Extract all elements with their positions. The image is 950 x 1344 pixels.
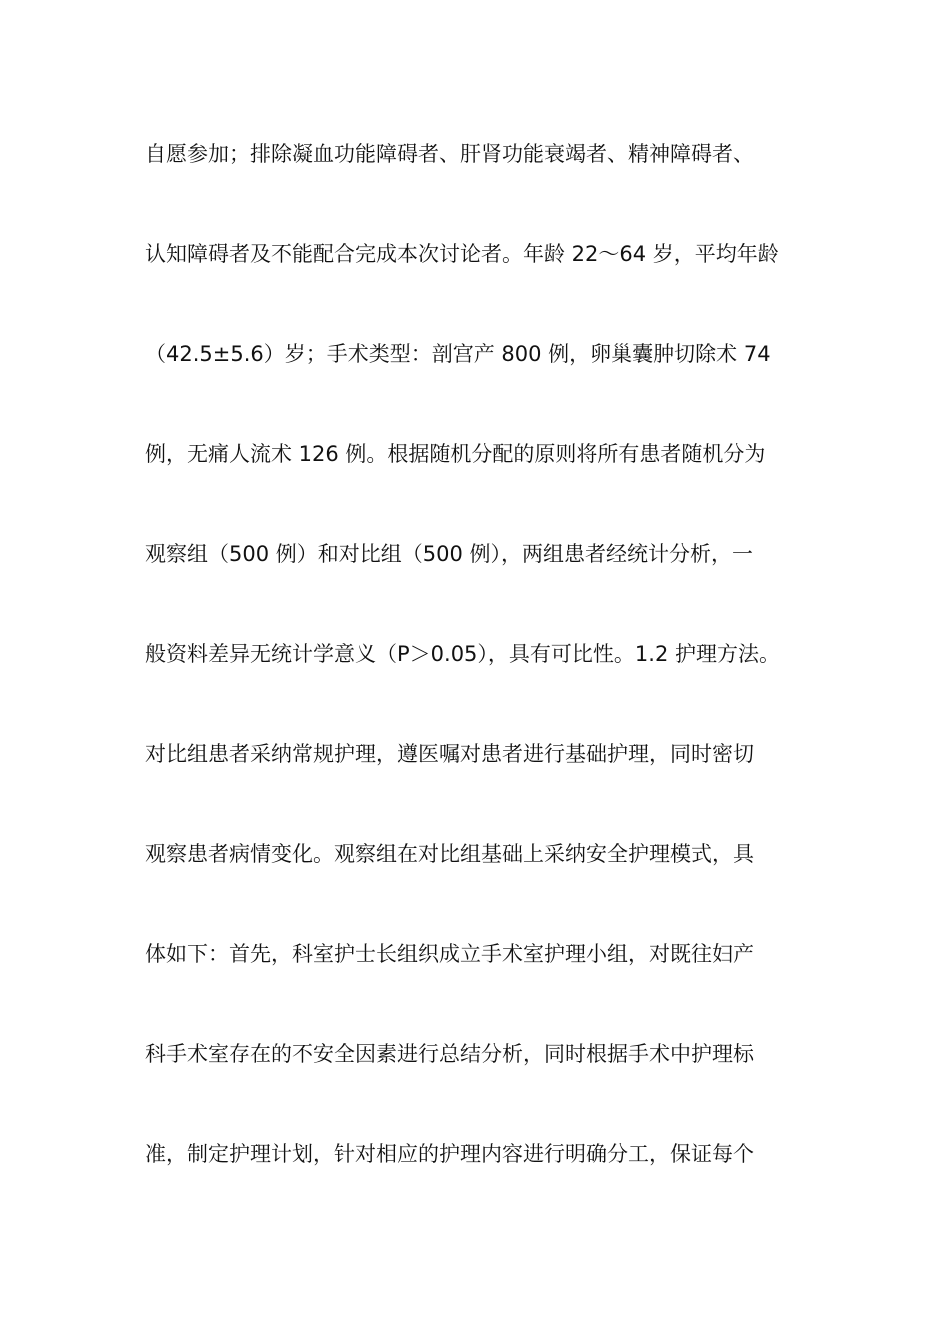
text-line: （42.5±5.6）岁；手术类型：剖宫产 800 例，卵巢囊肿切除术 74: [145, 342, 771, 366]
text-line: 对比组患者采纳常规护理，遵医嘱对患者进行基础护理，同时密切: [145, 742, 754, 766]
text-line: 认知障碍者及不能配合完成本次讨论者。年龄 22～64 岁，平均年龄: [145, 242, 779, 266]
text-line: 例，无痛人流术 126 例。根据随机分配的原则将所有患者随机分为: [145, 442, 766, 466]
text-line: 科手术室存在的不安全因素进行总结分析，同时根据手术中护理标: [145, 1042, 754, 1066]
text-line: 观察患者病情变化。观察组在对比组基础上采纳安全护理模式，具: [145, 842, 754, 866]
text-line: 自愿参加；排除凝血功能障碍者、肝肾功能衰竭者、精神障碍者、: [145, 142, 754, 166]
text-line: 般资料差异无统计学意义（P＞0.05），具有可比性。1.2 护理方法。: [145, 642, 780, 666]
text-line: 准，制定护理计划，针对相应的护理内容进行明确分工，保证每个: [145, 1142, 754, 1166]
text-line: 观察组（500 例）和对比组（500 例），两组患者经统计分析，一: [145, 542, 754, 566]
text-line: 体如下：首先，科室护士长组织成立手术室护理小组，对既往妇产: [145, 942, 754, 966]
body-text: [145, 129, 825, 1229]
